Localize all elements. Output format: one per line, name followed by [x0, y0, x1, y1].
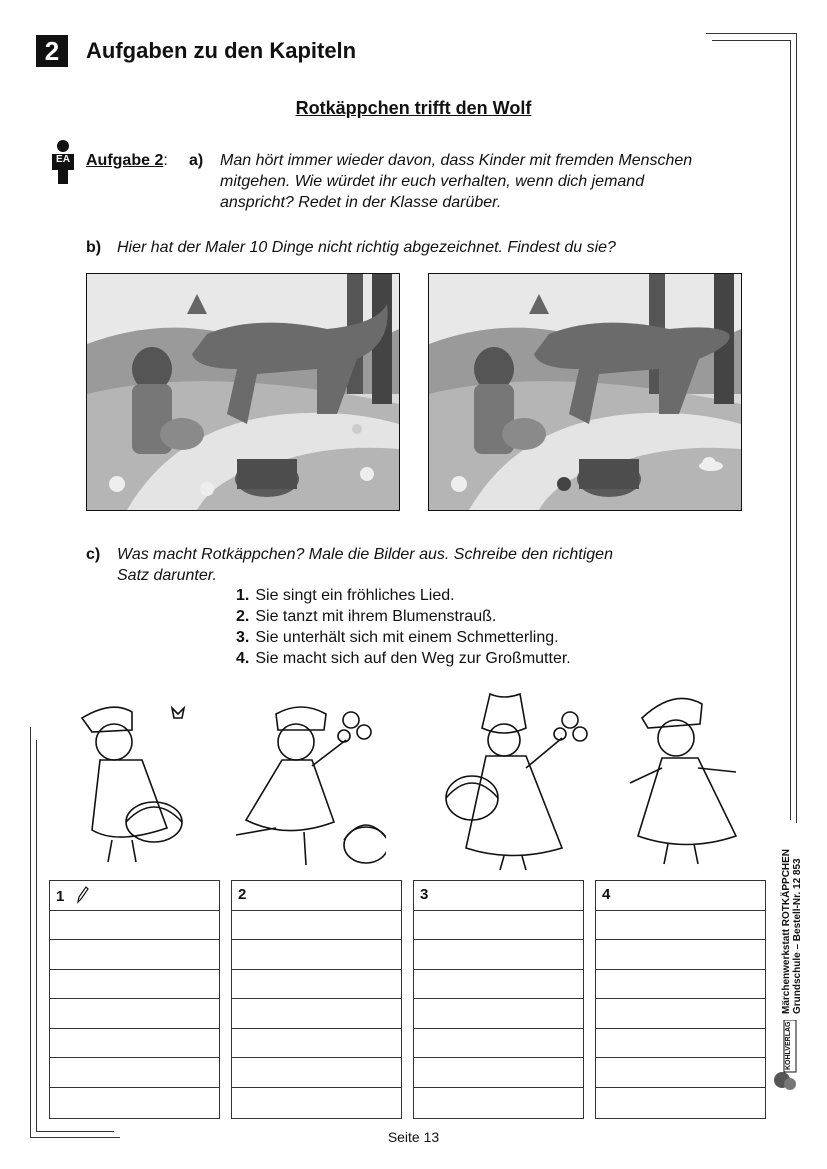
- task-label-wrap: [86, 150, 168, 171]
- part-b-text: Hier hat der Maler 10 Dinge nicht richtig abgezeichnet. Findest du sie?: [117, 239, 616, 256]
- answer-line[interactable]: [414, 999, 583, 1029]
- frame-line-left: [30, 727, 31, 1137]
- side-text-line1: Märchenwerkstatt ROTKÄPPCHEN: [781, 848, 792, 1014]
- answer-line[interactable]: [232, 999, 401, 1029]
- answer-line[interactable]: [50, 881, 219, 911]
- answer-line[interactable]: [596, 911, 765, 941]
- person-ea-icon: [50, 140, 76, 184]
- list-item: [236, 648, 571, 669]
- answer-line[interactable]: [232, 1058, 401, 1088]
- part-a-line3: anspricht? Redet in der Klasse darüber.: [220, 194, 502, 211]
- answer-box-number: 4: [602, 886, 611, 903]
- page-subtitle: Rotkäppchen trifft den Wolf: [295, 98, 532, 118]
- page-footer: Seite 13: [387, 1129, 440, 1145]
- side-text-line2: Grundschule – Bestell-Nr. 12 853: [792, 858, 803, 1014]
- answer-line[interactable]: [414, 1029, 583, 1059]
- part-c-label: c): [86, 546, 101, 563]
- part-c-line2: Satz darunter.: [117, 567, 217, 584]
- answer-line[interactable]: [50, 1058, 219, 1088]
- answer-line[interactable]: [414, 940, 583, 970]
- answer-line[interactable]: [596, 1088, 765, 1118]
- answer-line[interactable]: [50, 999, 219, 1029]
- answer-line[interactable]: [50, 940, 219, 970]
- sentence-number: 3.: [236, 629, 250, 646]
- answer-box-4[interactable]: [595, 880, 766, 1119]
- frame-inner-top: [712, 40, 790, 41]
- answer-line[interactable]: [414, 881, 583, 911]
- part-a-line2: mitgehen. Wie würdet ihr euch verhalten, wenn dich jemand: [220, 173, 645, 190]
- answer-line[interactable]: [596, 999, 765, 1029]
- answer-line[interactable]: [232, 1029, 401, 1059]
- task-label: Aufgabe 2: [86, 152, 164, 169]
- part-b-label: b): [86, 239, 102, 256]
- sentence-text: Sie singt ein fröhliches Lied.: [255, 587, 455, 604]
- part-a-label: a): [189, 152, 204, 169]
- answer-line[interactable]: [50, 1029, 219, 1059]
- answer-line[interactable]: [232, 970, 401, 1000]
- answer-box-number: 1: [56, 888, 65, 905]
- answer-line[interactable]: [414, 911, 583, 941]
- publisher-logo-text: KOHLVERLAG: [785, 1021, 792, 1070]
- list-item: [236, 606, 571, 627]
- answer-line[interactable]: [596, 1058, 765, 1088]
- answer-box-number: 3: [420, 886, 429, 903]
- list-item: [236, 585, 571, 606]
- coloring-figure-2: [216, 700, 386, 872]
- pencil-icon: [75, 886, 89, 904]
- picture-copy: [428, 273, 742, 511]
- part-a-line1: Man hört immer wieder davon, dass Kinder mit fremden Menschen: [220, 152, 693, 169]
- answer-line[interactable]: [232, 911, 401, 941]
- sentence-text: Sie tanzt mit ihrem Blumenstrauß.: [255, 608, 497, 625]
- sentence-text: Sie macht sich auf den Weg zur Großmutter.: [255, 650, 571, 667]
- answer-line[interactable]: [232, 1088, 401, 1118]
- frame-line-right: [796, 33, 797, 823]
- list-item: [236, 627, 571, 648]
- sentence-number: 4.: [236, 650, 250, 667]
- answer-box-2[interactable]: [231, 880, 402, 1119]
- answer-line[interactable]: [596, 970, 765, 1000]
- answer-line[interactable]: [232, 881, 401, 911]
- answer-box-3[interactable]: [413, 880, 584, 1119]
- answer-box-number: 2: [238, 886, 247, 903]
- task-colon: :: [163, 152, 168, 169]
- answer-line[interactable]: [596, 940, 765, 970]
- answer-box-1[interactable]: [49, 880, 220, 1119]
- answer-line[interactable]: [414, 1088, 583, 1118]
- chapter-title: Aufgaben zu den Kapiteln: [86, 38, 357, 63]
- frame-corner-top-right: [706, 33, 796, 34]
- ea-badge: EA: [56, 154, 70, 165]
- answer-line[interactable]: [414, 1058, 583, 1088]
- answer-line[interactable]: [232, 940, 401, 970]
- answer-line[interactable]: [50, 911, 219, 941]
- answer-line[interactable]: [596, 881, 765, 911]
- picture-original: [86, 273, 400, 511]
- sentence-number: 1.: [236, 587, 250, 604]
- answer-line[interactable]: [596, 1029, 765, 1059]
- frame-inner-right: [790, 40, 791, 820]
- wolf-scene-illustration-copy: [429, 274, 741, 510]
- frame-inner-left: [36, 740, 37, 1131]
- coloring-figure-4: [624, 688, 754, 872]
- coloring-figure-1: [72, 700, 192, 872]
- wolf-scene-illustration: [87, 274, 399, 510]
- chapter-number: 2: [36, 35, 68, 67]
- sentence-text: Sie unterhält sich mit einem Schmetterling.: [255, 629, 559, 646]
- answer-line[interactable]: [50, 1088, 219, 1118]
- answer-line[interactable]: [414, 970, 583, 1000]
- part-c-line1: Was macht Rotkäppchen? Male die Bilder aus. Schreibe den richtigen: [117, 546, 613, 563]
- sentence-list: [236, 585, 571, 669]
- answer-line[interactable]: [50, 970, 219, 1000]
- publisher-logo: [772, 1020, 798, 1092]
- coloring-figure-3: [442, 688, 592, 872]
- sentence-number: 2.: [236, 608, 250, 625]
